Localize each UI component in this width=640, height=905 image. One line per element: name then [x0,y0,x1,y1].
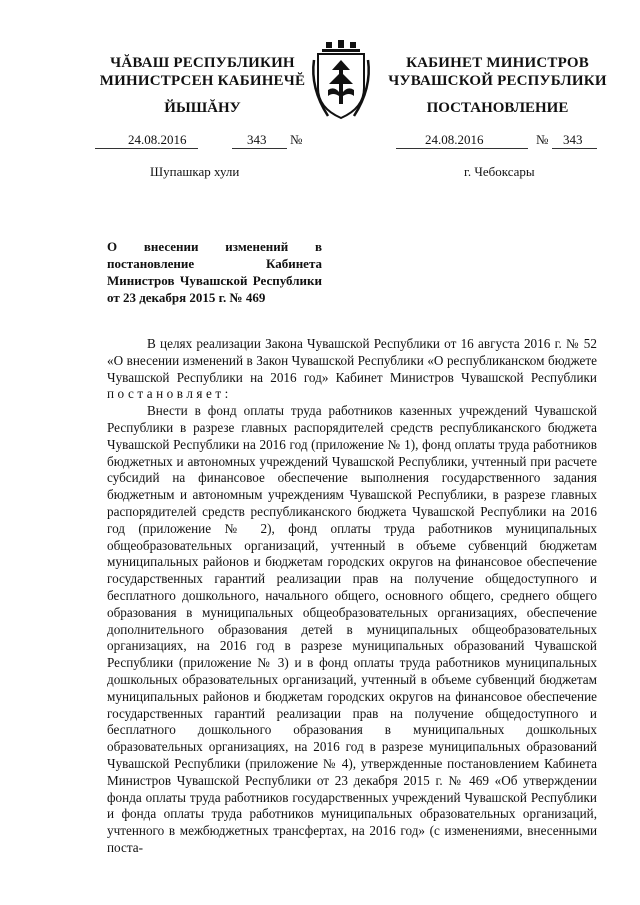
coat-of-arms-emblem [308,40,374,124]
right-date: 24.08.2016 [425,132,484,147]
header-left-title [95,54,310,90]
body-paragraph-2: Внести в фонд оплаты труда работников казенных учреждений Чувашской Республики в разрезе главных распорядителей средств республиканского бюджета Чувашской Республики на 2016 год (приложение № 1), фонд оплаты труда работников бюджетных и автономных учреждений Чувашской Республики, учтенный при расчете субсидий на финансовое обеспечение выполнения государственного задания бюджетным и автономным учреждениям Чувашской Республики, в разрезе главных распорядителей средств республиканского бюджета Чувашской Республики на 2016 год (приложение № 2), фонд оплаты труда работников муниципальных общеобразовательных организаций, учтенный в объеме субвенций бюджетам муниципальных районов и бюджетам городских округов на финансовое обеспечение государственных гарантий реализации прав на получение общедоступного и бесплатного дошкольного, начального общего, основного общего, среднего общего образования в муниципальных общеобразовательных организациях, обеспечение дополнительного образования детей в муниципальных общеобразовательных организациях, на 2016 год в разрезе муниципальных образований Чувашской Республики (приложение № 3) и в фонд оплаты труда работников муниципальных дошкольных образовательных организаций, учтенный в объеме субвенций бюджетам муниципальных районов и бюджетам городских округов на финансовое обеспечение государственных гарантий реализации прав на получение общедоступного и бесплатного дошкольного образования в муниципальных дошкольных образовательных организациях, на 2016 год в разрезе муниципальных образований Чувашской Республики (приложение № 4), утвержденные постановлением Кабинета Министров Чувашской Республики от 23 декабря 2015 г. № 469 «Об утверждении фонда оплаты труда работников государственных учреждений Чувашской Республики и фонда оплаты труда работников муниципальных образовательных организаций, учтенного в межбюджетных трансфертах, на 2016 год» (с изменениями, внесенными поста- [107,403,597,855]
header-right-title-line1: КАБИНЕТ МИНИСТРОВ [406,55,589,71]
left-date-underline [95,148,198,149]
header-right-title [380,54,615,90]
document-body [107,336,597,857]
body-paragraph-1 [107,336,597,403]
right-number-underline [552,148,597,149]
header-left-title-line2: МИНИСТРСЕН КАБИНЕЧĔ [99,73,306,89]
right-place: г. Чебоксары [464,164,535,179]
left-place: Шупашкар хули [150,164,240,179]
right-date-underline [396,148,528,149]
document-title: О внесении изменений в постановление Кабинета Министров Чувашской Республики от 23 декабря 2015 г. № 469 [107,239,322,305]
left-number: 343 [247,132,267,147]
header-left-doctype: ЙЫШĂНУ [164,100,241,116]
body-paragraph-1-spaced: постановляет: [107,386,232,402]
right-number: 343 [563,132,583,147]
left-number-underline [232,148,287,149]
right-number-sign: № [536,132,549,147]
left-date: 24.08.2016 [128,132,187,147]
left-number-sign: № [290,132,303,147]
header-right-title-line2: ЧУВАШСКОЙ РЕСПУБЛИКИ [388,73,607,89]
header-left-title-line1: ЧĂВАШ РЕСПУБЛИКИН [110,55,295,71]
body-paragraph-1-text: В целях реализации Закона Чувашской Республики от 16 августа 2016 г. № 52 «О внесении изменений в Закон Чувашской Республики «О республиканском бюджете Чувашской Республики на 2016 год» Кабинет Министров Чувашской Республики [107,336,597,385]
header-right-doctype: ПОСТАНОВЛЕНИЕ [426,100,569,116]
